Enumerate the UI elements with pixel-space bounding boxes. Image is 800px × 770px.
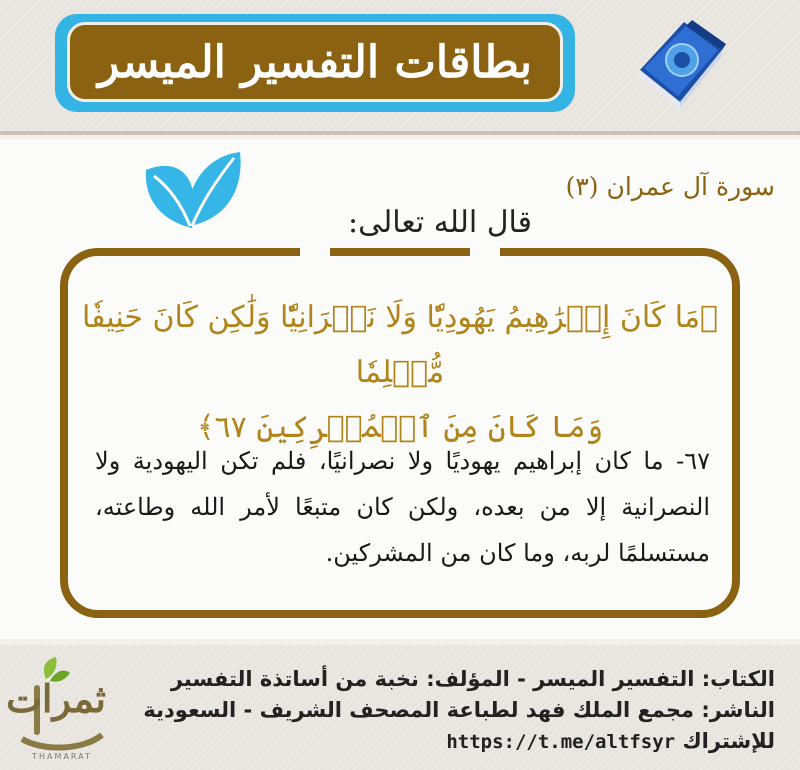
quran-verse (80, 290, 720, 455)
subscribe-label: للإشتراك (682, 729, 775, 753)
frame-gap (300, 245, 330, 261)
title-banner (55, 14, 575, 112)
verse-line: ﴿مَا كَانَ إِبۡرَٰهِيمُ يَهُودِيّٗا وَلَا نَصۡرَانِيّٗا وَلَٰكِن كَانَ حَنِيفٗا مُّسۡلِمٗا (81, 300, 719, 390)
leaf-icon (140, 148, 245, 233)
surah-name: سورة آل عمران (٣) (565, 172, 775, 201)
footer-publisher-info: الناشر: مجمع الملك فهد لطباعة المصحف الشريف - السعودية (143, 698, 775, 722)
verse-line: وَمَا كَانَ مِنَ ٱلۡمُشۡرِكِينَ ٦٧﴾ (196, 410, 604, 445)
quran-book-icon (622, 10, 732, 110)
subscribe-link[interactable]: https://t.me/altfsyr (446, 731, 676, 753)
logo-text: ثمرات (6, 676, 106, 721)
page-title: بطاقات التفسير الميسر (97, 36, 533, 88)
tafsir-text: ٦٧- ما كان إبراهيم يهوديًا ولا نصرانيًا، فلم تكن اليهودية ولا النصرانية إلا من بعده، ولكن كان متبعًا لأمر الله وطاعته، مستسلمًا لربه، وما كان من المشركين. (95, 447, 710, 567)
intro-text: قال الله تعالى: (347, 205, 533, 240)
logo-latin: THAMARAT (32, 752, 92, 761)
frame-gap (470, 245, 500, 261)
footer-subscribe (135, 729, 775, 753)
footer-book-info: الكتاب: التفسير الميسر - المؤلف: نخبة من أساتذة التفسير (170, 667, 775, 691)
title-inner (67, 22, 563, 102)
